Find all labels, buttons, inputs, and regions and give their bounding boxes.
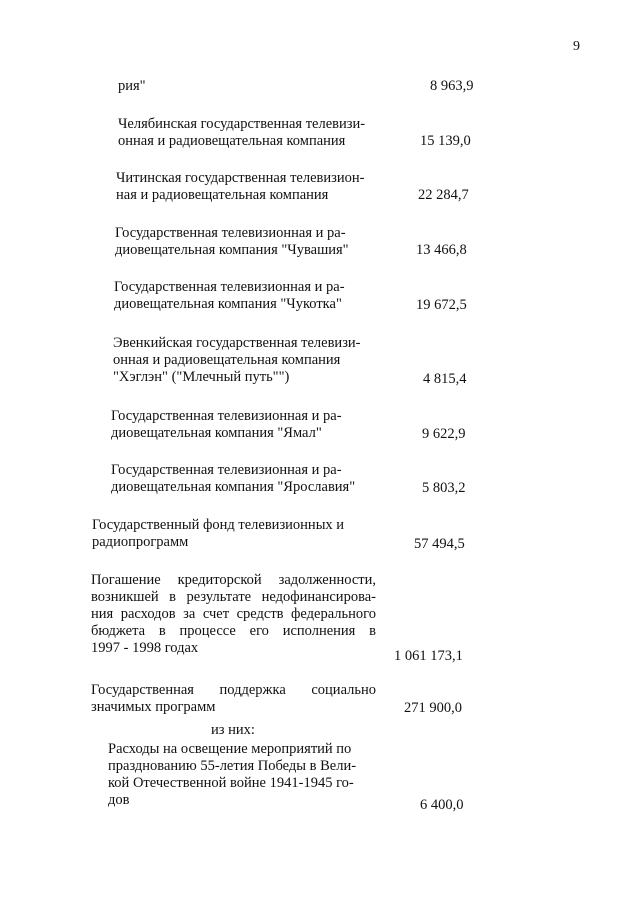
entry-name: [111, 462, 355, 496]
entry-amount: 9 622,9: [422, 426, 466, 442]
entry-name: [91, 572, 376, 657]
entry-name-line: Государственная телевизионная и ра-: [111, 408, 342, 424]
entry-amount: 13 466,8: [416, 242, 467, 258]
entry-name: [116, 170, 364, 204]
entry-name-line: дов: [108, 792, 130, 808]
entry-amount: 15 139,0: [420, 133, 471, 149]
entry-name: [91, 682, 376, 716]
entry-name-line: празднованию 55-летия Победы в Вели-: [108, 758, 357, 774]
entry-name: [92, 517, 344, 551]
entry-name-line: Государственный фонд телевизионных и: [92, 517, 345, 533]
entry-name-line: ния расходов за счет средств федерального: [91, 606, 376, 622]
entry-name-line: "Хэглэн" ("Млечный путь""): [113, 369, 290, 385]
subheading-including: из них:: [211, 722, 255, 738]
entry-amount: 1 061 173,1: [394, 648, 463, 664]
entry-name-line: Расходы на освещение мероприятий по: [108, 741, 352, 757]
entry-name-line: Государственная поддержка социально: [91, 682, 376, 698]
entry-name: [118, 116, 365, 150]
entry-name-line: рия": [118, 78, 146, 94]
entry-amount: 57 494,5: [414, 536, 465, 552]
entry-name-line: 1997 - 1998 годах: [91, 640, 199, 656]
entry-amount: 8 963,9: [430, 78, 474, 94]
entry-name-line: диовещательная компания "Чукотка": [114, 296, 342, 312]
entry-name-line: Государственная телевизионная и ра-: [115, 225, 346, 241]
entry-amount: 4 815,4: [423, 371, 467, 387]
entry-name: [114, 279, 345, 313]
entry-name-line: Челябинская государственная телевизи-: [118, 116, 366, 132]
entry-name-line: онная и радиовещательная компания: [118, 133, 346, 149]
entry-name-line: Эвенкийская государственная телевизи-: [113, 335, 361, 351]
entry-name: [113, 335, 361, 386]
entry-name-line: значимых программ: [91, 699, 216, 715]
entry-name-line: диовещательная компания "Ярославия": [111, 479, 356, 495]
entry-name-line: ная и радиовещательная компания: [116, 187, 329, 203]
entry-name: [108, 741, 356, 809]
entry-amount: 19 672,5: [416, 297, 467, 313]
entry-name-line: возникшей в результате недофинансирова-: [91, 589, 376, 605]
entry-name-line: диовещательная компания "Ямал": [111, 425, 322, 441]
entry-amount: 6 400,0: [420, 797, 464, 813]
entry-name-line: радиопрограмм: [92, 534, 189, 550]
entry-name-line: Государственная телевизионная и ра-: [111, 462, 342, 478]
entry-name-line: Погашение кредиторской задолженности,: [91, 572, 376, 588]
page-number: 9: [573, 39, 580, 54]
entry-name-line: кой Отечественной войне 1941-1945 го-: [108, 775, 354, 791]
entry-amount: 271 900,0: [404, 700, 462, 716]
entry-amount: 5 803,2: [422, 480, 466, 496]
entry-name-line: онная и радиовещательная компания: [113, 352, 341, 368]
entry-name: [118, 78, 146, 95]
entry-name-line: диовещательная компания "Чувашия": [115, 242, 349, 258]
entry-amount: 22 284,7: [418, 187, 469, 203]
entry-name: [111, 408, 342, 442]
entry-name: [115, 225, 349, 259]
entry-name-line: Государственная телевизионная и ра-: [114, 279, 345, 295]
entry-name-line: Читинская государственная телевизион-: [116, 170, 365, 186]
entry-name-line: бюджета в процессе его исполнения в: [91, 623, 376, 639]
